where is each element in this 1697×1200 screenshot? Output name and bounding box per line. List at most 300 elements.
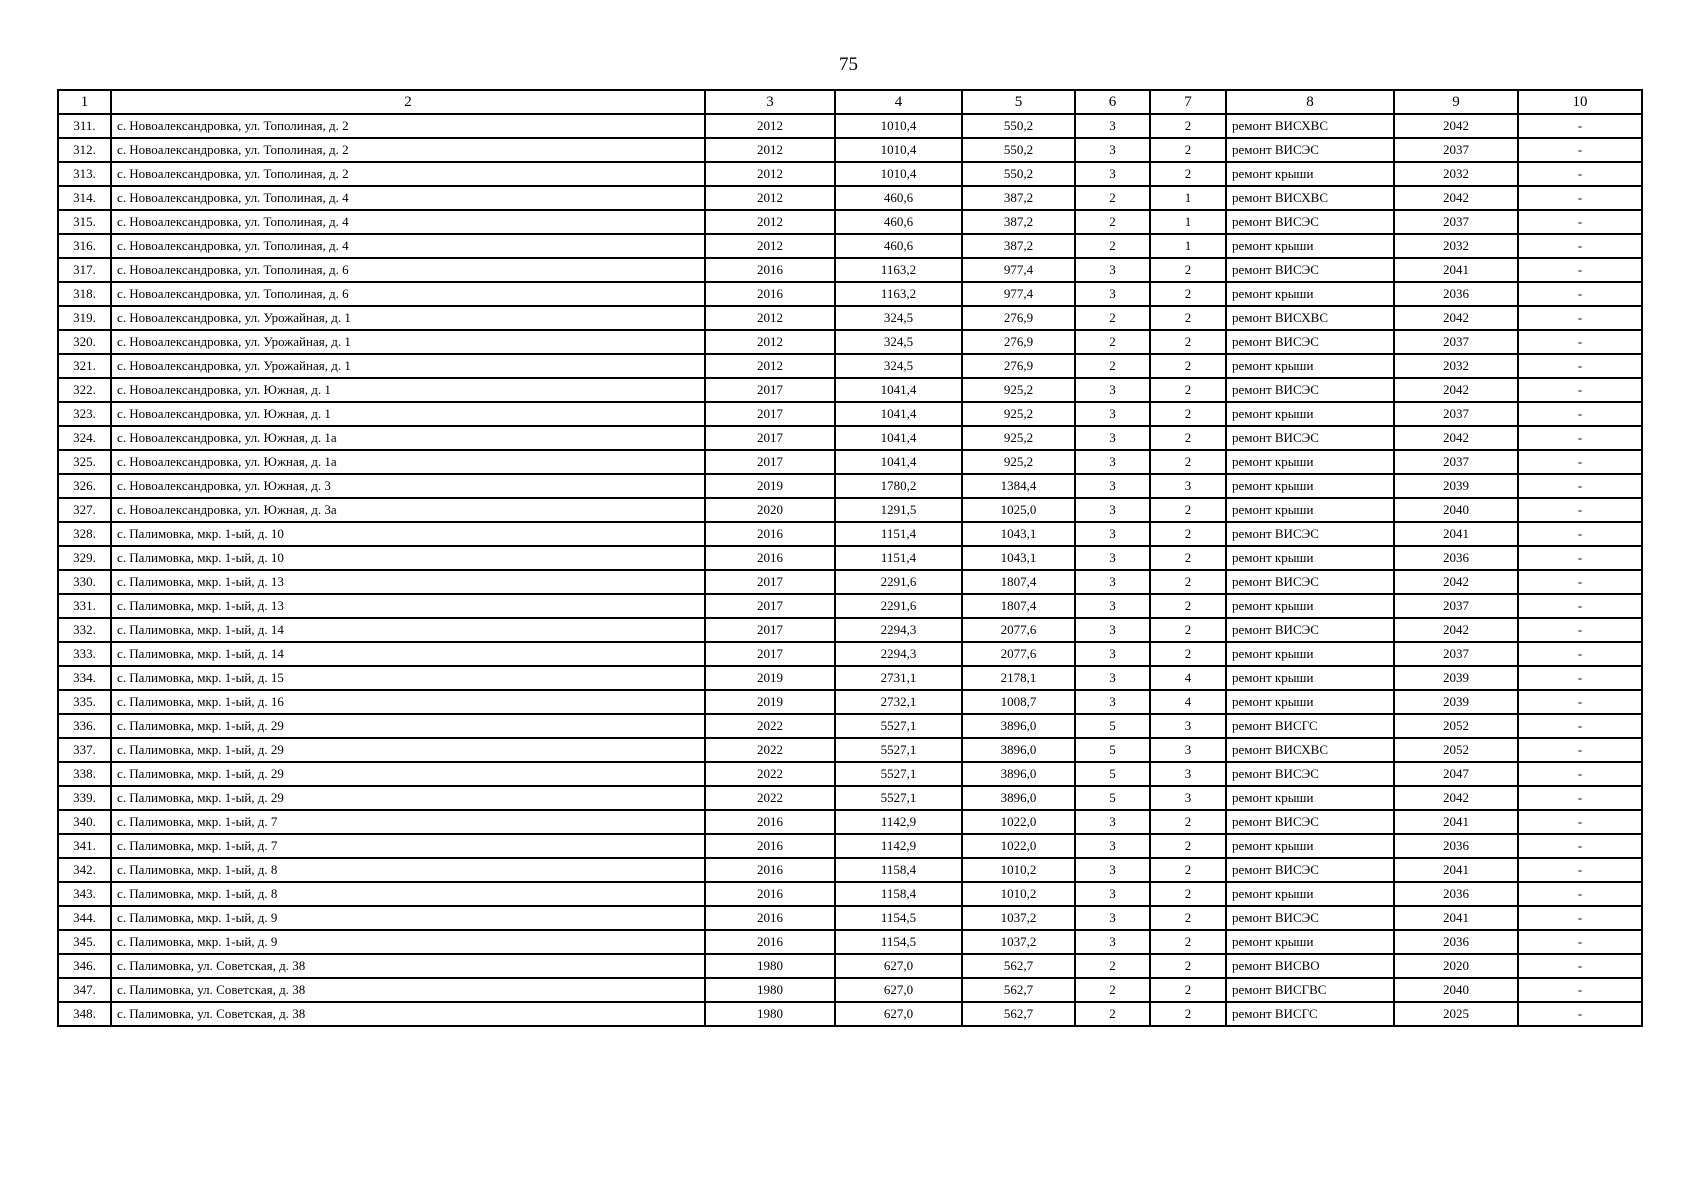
col-floors: 3 <box>1075 546 1150 570</box>
col-note: - <box>1518 162 1642 186</box>
col-living-area: 1010,2 <box>962 882 1075 906</box>
col-note: - <box>1518 282 1642 306</box>
column-header-7: 7 <box>1150 90 1226 114</box>
col-year: 2017 <box>705 618 835 642</box>
col-work-type: ремонт крыши <box>1226 834 1394 858</box>
col-planned-year: 2036 <box>1394 930 1518 954</box>
table-row <box>58 162 1642 186</box>
col-work-type: ремонт ВИСЭС <box>1226 210 1394 234</box>
col-entrances: 3 <box>1150 786 1226 810</box>
col-planned-year: 2041 <box>1394 522 1518 546</box>
col-work-type: ремонт ВИСГВС <box>1226 978 1394 1002</box>
col-work-type: ремонт крыши <box>1226 162 1394 186</box>
col-year: 2017 <box>705 570 835 594</box>
col-floors: 3 <box>1075 498 1150 522</box>
col-total-area: 2731,1 <box>835 666 962 690</box>
col-planned-year: 2036 <box>1394 546 1518 570</box>
col-total-area: 1163,2 <box>835 258 962 282</box>
col-work-type: ремонт ВИСЭС <box>1226 618 1394 642</box>
table-row <box>58 738 1642 762</box>
col-living-area: 1384,4 <box>962 474 1075 498</box>
col-living-area: 2077,6 <box>962 642 1075 666</box>
col-planned-year: 2052 <box>1394 714 1518 738</box>
col-floors: 3 <box>1075 810 1150 834</box>
col-total-area: 1151,4 <box>835 522 962 546</box>
col-number: 312. <box>58 138 111 162</box>
table-row <box>58 786 1642 810</box>
table-row <box>58 306 1642 330</box>
table-body <box>58 114 1642 1026</box>
col-planned-year: 2039 <box>1394 666 1518 690</box>
col-total-area: 1291,5 <box>835 498 962 522</box>
col-note: - <box>1518 402 1642 426</box>
col-floors: 3 <box>1075 570 1150 594</box>
col-number: 319. <box>58 306 111 330</box>
col-floors: 5 <box>1075 714 1150 738</box>
col-work-type: ремонт ВИСХВС <box>1226 738 1394 762</box>
col-living-area: 1022,0 <box>962 834 1075 858</box>
col-entrances: 2 <box>1150 498 1226 522</box>
col-living-area: 925,2 <box>962 426 1075 450</box>
col-number: 315. <box>58 210 111 234</box>
col-note: - <box>1518 738 1642 762</box>
table-row <box>58 210 1642 234</box>
col-address: с. Палимовка, мкр. 1-ый, д. 29 <box>111 762 705 786</box>
table-row <box>58 258 1642 282</box>
col-address: с. Палимовка, мкр. 1-ый, д. 13 <box>111 594 705 618</box>
col-floors: 3 <box>1075 522 1150 546</box>
table-row <box>58 450 1642 474</box>
col-entrances: 2 <box>1150 906 1226 930</box>
col-total-area: 1010,4 <box>835 138 962 162</box>
col-planned-year: 2041 <box>1394 858 1518 882</box>
table-row <box>58 186 1642 210</box>
col-planned-year: 2042 <box>1394 378 1518 402</box>
table-row <box>58 234 1642 258</box>
table-row <box>58 762 1642 786</box>
column-header-1: 1 <box>58 90 111 114</box>
col-entrances: 2 <box>1150 282 1226 306</box>
col-entrances: 3 <box>1150 474 1226 498</box>
col-planned-year: 2042 <box>1394 570 1518 594</box>
col-note: - <box>1518 234 1642 258</box>
col-year: 2012 <box>705 330 835 354</box>
col-year: 2017 <box>705 378 835 402</box>
col-planned-year: 2042 <box>1394 114 1518 138</box>
col-number: 323. <box>58 402 111 426</box>
column-header-9: 9 <box>1394 90 1518 114</box>
col-year: 2017 <box>705 594 835 618</box>
col-number: 334. <box>58 666 111 690</box>
table-row <box>58 930 1642 954</box>
col-number: 314. <box>58 186 111 210</box>
col-floors: 2 <box>1075 954 1150 978</box>
col-address: с. Новоалександровка, ул. Южная, д. 3а <box>111 498 705 522</box>
col-year: 2019 <box>705 666 835 690</box>
col-living-area: 2178,1 <box>962 666 1075 690</box>
col-note: - <box>1518 546 1642 570</box>
col-number: 329. <box>58 546 111 570</box>
col-living-area: 925,2 <box>962 378 1075 402</box>
col-note: - <box>1518 930 1642 954</box>
col-number: 333. <box>58 642 111 666</box>
col-floors: 2 <box>1075 354 1150 378</box>
col-total-area: 627,0 <box>835 978 962 1002</box>
col-year: 2022 <box>705 786 835 810</box>
col-address: с. Палимовка, ул. Советская, д. 38 <box>111 954 705 978</box>
col-entrances: 4 <box>1150 666 1226 690</box>
table-row <box>58 666 1642 690</box>
col-living-area: 3896,0 <box>962 786 1075 810</box>
col-planned-year: 2042 <box>1394 426 1518 450</box>
table-row <box>58 402 1642 426</box>
col-address: с. Новоалександровка, ул. Урожайная, д. 1 <box>111 306 705 330</box>
col-floors: 3 <box>1075 690 1150 714</box>
col-note: - <box>1518 762 1642 786</box>
col-planned-year: 2032 <box>1394 234 1518 258</box>
col-planned-year: 2037 <box>1394 138 1518 162</box>
col-planned-year: 2041 <box>1394 810 1518 834</box>
col-entrances: 2 <box>1150 522 1226 546</box>
col-note: - <box>1518 522 1642 546</box>
col-living-area: 1807,4 <box>962 594 1075 618</box>
col-work-type: ремонт крыши <box>1226 354 1394 378</box>
col-address: с. Палимовка, мкр. 1-ый, д. 9 <box>111 906 705 930</box>
col-work-type: ремонт ВИСЭС <box>1226 810 1394 834</box>
col-living-area: 1022,0 <box>962 810 1075 834</box>
table-row <box>58 498 1642 522</box>
col-number: 339. <box>58 786 111 810</box>
col-note: - <box>1518 114 1642 138</box>
col-note: - <box>1518 378 1642 402</box>
col-floors: 3 <box>1075 930 1150 954</box>
col-total-area: 460,6 <box>835 234 962 258</box>
col-year: 2022 <box>705 714 835 738</box>
col-total-area: 627,0 <box>835 954 962 978</box>
col-planned-year: 2047 <box>1394 762 1518 786</box>
col-address: с. Палимовка, мкр. 1-ый, д. 7 <box>111 834 705 858</box>
col-entrances: 3 <box>1150 762 1226 786</box>
col-planned-year: 2052 <box>1394 738 1518 762</box>
col-floors: 5 <box>1075 738 1150 762</box>
col-entrances: 3 <box>1150 738 1226 762</box>
col-note: - <box>1518 354 1642 378</box>
page-number: 75 <box>839 54 858 75</box>
col-total-area: 460,6 <box>835 186 962 210</box>
col-total-area: 2294,3 <box>835 618 962 642</box>
col-number: 332. <box>58 618 111 642</box>
col-work-type: ремонт ВИСЭС <box>1226 522 1394 546</box>
col-entrances: 2 <box>1150 546 1226 570</box>
col-entrances: 2 <box>1150 858 1226 882</box>
table-header-row <box>58 90 1642 114</box>
col-entrances: 2 <box>1150 834 1226 858</box>
col-year: 2020 <box>705 498 835 522</box>
col-entrances: 2 <box>1150 258 1226 282</box>
col-entrances: 1 <box>1150 210 1226 234</box>
col-number: 326. <box>58 474 111 498</box>
col-floors: 3 <box>1075 162 1150 186</box>
col-floors: 3 <box>1075 282 1150 306</box>
col-total-area: 1142,9 <box>835 810 962 834</box>
col-address: с. Новоалександровка, ул. Тополиная, д. 2 <box>111 162 705 186</box>
col-living-area: 550,2 <box>962 114 1075 138</box>
col-planned-year: 2042 <box>1394 786 1518 810</box>
repair-schedule-table <box>57 89 1643 1027</box>
col-year: 2012 <box>705 114 835 138</box>
col-year: 1980 <box>705 978 835 1002</box>
table-row <box>58 858 1642 882</box>
col-entrances: 2 <box>1150 426 1226 450</box>
col-work-type: ремонт крыши <box>1226 930 1394 954</box>
col-entrances: 2 <box>1150 114 1226 138</box>
col-work-type: ремонт крыши <box>1226 882 1394 906</box>
col-work-type: ремонт крыши <box>1226 498 1394 522</box>
col-year: 2016 <box>705 258 835 282</box>
col-number: 345. <box>58 930 111 954</box>
col-entrances: 2 <box>1150 402 1226 426</box>
col-planned-year: 2042 <box>1394 186 1518 210</box>
col-year: 2012 <box>705 162 835 186</box>
col-entrances: 2 <box>1150 978 1226 1002</box>
column-header-6: 6 <box>1075 90 1150 114</box>
col-year: 2017 <box>705 450 835 474</box>
col-year: 2017 <box>705 402 835 426</box>
col-total-area: 1780,2 <box>835 474 962 498</box>
col-living-area: 1010,2 <box>962 858 1075 882</box>
col-planned-year: 2032 <box>1394 162 1518 186</box>
col-total-area: 1163,2 <box>835 282 962 306</box>
col-living-area: 3896,0 <box>962 762 1075 786</box>
col-living-area: 2077,6 <box>962 618 1075 642</box>
col-planned-year: 2041 <box>1394 906 1518 930</box>
col-entrances: 2 <box>1150 306 1226 330</box>
col-total-area: 5527,1 <box>835 786 962 810</box>
col-work-type: ремонт ВИСЭС <box>1226 378 1394 402</box>
column-header-8: 8 <box>1226 90 1394 114</box>
col-address: с. Новоалександровка, ул. Урожайная, д. 1 <box>111 330 705 354</box>
col-note: - <box>1518 1002 1642 1026</box>
col-number: 324. <box>58 426 111 450</box>
col-planned-year: 2037 <box>1394 594 1518 618</box>
col-work-type: ремонт ВИСВО <box>1226 954 1394 978</box>
col-floors: 2 <box>1075 306 1150 330</box>
column-header-10: 10 <box>1518 90 1642 114</box>
col-number: 318. <box>58 282 111 306</box>
col-total-area: 2291,6 <box>835 570 962 594</box>
col-number: 346. <box>58 954 111 978</box>
col-address: с. Новоалександровка, ул. Тополиная, д. 4 <box>111 210 705 234</box>
col-entrances: 1 <box>1150 234 1226 258</box>
col-living-area: 1043,1 <box>962 546 1075 570</box>
col-floors: 3 <box>1075 642 1150 666</box>
col-year: 2012 <box>705 138 835 162</box>
table-row <box>58 546 1642 570</box>
col-address: с. Палимовка, мкр. 1-ый, д. 15 <box>111 666 705 690</box>
col-living-area: 562,7 <box>962 978 1075 1002</box>
col-planned-year: 2037 <box>1394 642 1518 666</box>
col-address: с. Новоалександровка, ул. Южная, д. 1а <box>111 450 705 474</box>
col-total-area: 5527,1 <box>835 738 962 762</box>
col-living-area: 1043,1 <box>962 522 1075 546</box>
col-number: 335. <box>58 690 111 714</box>
col-note: - <box>1518 330 1642 354</box>
col-number: 342. <box>58 858 111 882</box>
col-work-type: ремонт ВИСХВС <box>1226 306 1394 330</box>
col-total-area: 5527,1 <box>835 762 962 786</box>
col-address: с. Новоалександровка, ул. Южная, д. 1 <box>111 402 705 426</box>
col-planned-year: 2040 <box>1394 498 1518 522</box>
col-living-area: 3896,0 <box>962 714 1075 738</box>
table-row <box>58 378 1642 402</box>
col-year: 2017 <box>705 642 835 666</box>
col-year: 2016 <box>705 810 835 834</box>
col-work-type: ремонт крыши <box>1226 450 1394 474</box>
col-floors: 5 <box>1075 762 1150 786</box>
col-address: с. Новоалександровка, ул. Тополиная, д. 2 <box>111 114 705 138</box>
col-number: 338. <box>58 762 111 786</box>
table-row <box>58 474 1642 498</box>
col-entrances: 2 <box>1150 450 1226 474</box>
table-row <box>58 978 1642 1002</box>
col-living-area: 977,4 <box>962 282 1075 306</box>
col-entrances: 2 <box>1150 1002 1226 1026</box>
col-address: с. Новоалександровка, ул. Тополиная, д. 4 <box>111 234 705 258</box>
col-work-type: ремонт крыши <box>1226 666 1394 690</box>
col-work-type: ремонт крыши <box>1226 402 1394 426</box>
col-floors: 3 <box>1075 906 1150 930</box>
col-living-area: 387,2 <box>962 210 1075 234</box>
col-address: с. Палимовка, ул. Советская, д. 38 <box>111 1002 705 1026</box>
col-entrances: 4 <box>1150 690 1226 714</box>
col-total-area: 324,5 <box>835 354 962 378</box>
col-floors: 3 <box>1075 882 1150 906</box>
col-number: 325. <box>58 450 111 474</box>
table-row <box>58 1002 1642 1026</box>
col-entrances: 2 <box>1150 330 1226 354</box>
col-address: с. Палимовка, мкр. 1-ый, д. 29 <box>111 786 705 810</box>
col-work-type: ремонт крыши <box>1226 642 1394 666</box>
col-number: 341. <box>58 834 111 858</box>
table-row <box>58 714 1642 738</box>
col-living-area: 550,2 <box>962 162 1075 186</box>
table-row <box>58 354 1642 378</box>
col-address: с. Палимовка, мкр. 1-ый, д. 9 <box>111 930 705 954</box>
col-note: - <box>1518 450 1642 474</box>
col-note: - <box>1518 978 1642 1002</box>
col-planned-year: 2032 <box>1394 354 1518 378</box>
col-planned-year: 2039 <box>1394 690 1518 714</box>
table-row <box>58 690 1642 714</box>
col-total-area: 1158,4 <box>835 882 962 906</box>
col-work-type: ремонт ВИСЭС <box>1226 138 1394 162</box>
table-row <box>58 954 1642 978</box>
col-address: с. Палимовка, мкр. 1-ый, д. 16 <box>111 690 705 714</box>
col-note: - <box>1518 306 1642 330</box>
table-row <box>58 330 1642 354</box>
col-note: - <box>1518 258 1642 282</box>
col-living-area: 550,2 <box>962 138 1075 162</box>
col-planned-year: 2036 <box>1394 882 1518 906</box>
table-row <box>58 642 1642 666</box>
col-entrances: 2 <box>1150 354 1226 378</box>
col-floors: 2 <box>1075 978 1150 1002</box>
col-living-area: 562,7 <box>962 1002 1075 1026</box>
col-work-type: ремонт крыши <box>1226 546 1394 570</box>
col-note: - <box>1518 690 1642 714</box>
col-floors: 2 <box>1075 186 1150 210</box>
col-year: 2016 <box>705 906 835 930</box>
col-number: 322. <box>58 378 111 402</box>
col-total-area: 1041,4 <box>835 450 962 474</box>
col-entrances: 2 <box>1150 810 1226 834</box>
col-address: с. Палимовка, мкр. 1-ый, д. 7 <box>111 810 705 834</box>
col-address: с. Новоалександровка, ул. Тополиная, д. 4 <box>111 186 705 210</box>
col-work-type: ремонт ВИСГС <box>1226 1002 1394 1026</box>
col-work-type: ремонт ВИСЭС <box>1226 258 1394 282</box>
table-row <box>58 810 1642 834</box>
col-entrances: 3 <box>1150 714 1226 738</box>
col-note: - <box>1518 906 1642 930</box>
col-living-area: 1037,2 <box>962 930 1075 954</box>
col-total-area: 2732,1 <box>835 690 962 714</box>
table-row <box>58 882 1642 906</box>
col-note: - <box>1518 858 1642 882</box>
col-work-type: ремонт крыши <box>1226 474 1394 498</box>
col-work-type: ремонт ВИСГС <box>1226 714 1394 738</box>
col-planned-year: 2037 <box>1394 402 1518 426</box>
col-note: - <box>1518 618 1642 642</box>
col-work-type: ремонт ВИСЭС <box>1226 858 1394 882</box>
col-year: 2012 <box>705 210 835 234</box>
col-floors: 3 <box>1075 450 1150 474</box>
col-year: 2016 <box>705 858 835 882</box>
col-address: с. Палимовка, мкр. 1-ый, д. 8 <box>111 858 705 882</box>
col-planned-year: 2036 <box>1394 834 1518 858</box>
col-total-area: 324,5 <box>835 306 962 330</box>
col-address: с. Палимовка, мкр. 1-ый, д. 14 <box>111 642 705 666</box>
col-note: - <box>1518 786 1642 810</box>
col-address: с. Новоалександровка, ул. Тополиная, д. 6 <box>111 258 705 282</box>
col-planned-year: 2042 <box>1394 618 1518 642</box>
col-note: - <box>1518 474 1642 498</box>
col-floors: 3 <box>1075 402 1150 426</box>
col-year: 2019 <box>705 690 835 714</box>
col-address: с. Палимовка, мкр. 1-ый, д. 29 <box>111 714 705 738</box>
col-living-area: 1807,4 <box>962 570 1075 594</box>
col-number: 311. <box>58 114 111 138</box>
col-number: 336. <box>58 714 111 738</box>
col-year: 2012 <box>705 186 835 210</box>
col-note: - <box>1518 714 1642 738</box>
col-living-area: 3896,0 <box>962 738 1075 762</box>
col-note: - <box>1518 186 1642 210</box>
col-total-area: 1142,9 <box>835 834 962 858</box>
col-entrances: 2 <box>1150 930 1226 954</box>
col-year: 2016 <box>705 882 835 906</box>
col-address: с. Палимовка, мкр. 1-ый, д. 29 <box>111 738 705 762</box>
col-work-type: ремонт ВИСЭС <box>1226 762 1394 786</box>
col-entrances: 2 <box>1150 642 1226 666</box>
col-planned-year: 2037 <box>1394 330 1518 354</box>
col-planned-year: 2040 <box>1394 978 1518 1002</box>
col-note: - <box>1518 594 1642 618</box>
col-year: 1980 <box>705 954 835 978</box>
col-address: с. Новоалександровка, ул. Южная, д. 1а <box>111 426 705 450</box>
col-living-area: 1025,0 <box>962 498 1075 522</box>
col-address: с. Новоалександровка, ул. Тополиная, д. 6 <box>111 282 705 306</box>
col-planned-year: 2041 <box>1394 258 1518 282</box>
